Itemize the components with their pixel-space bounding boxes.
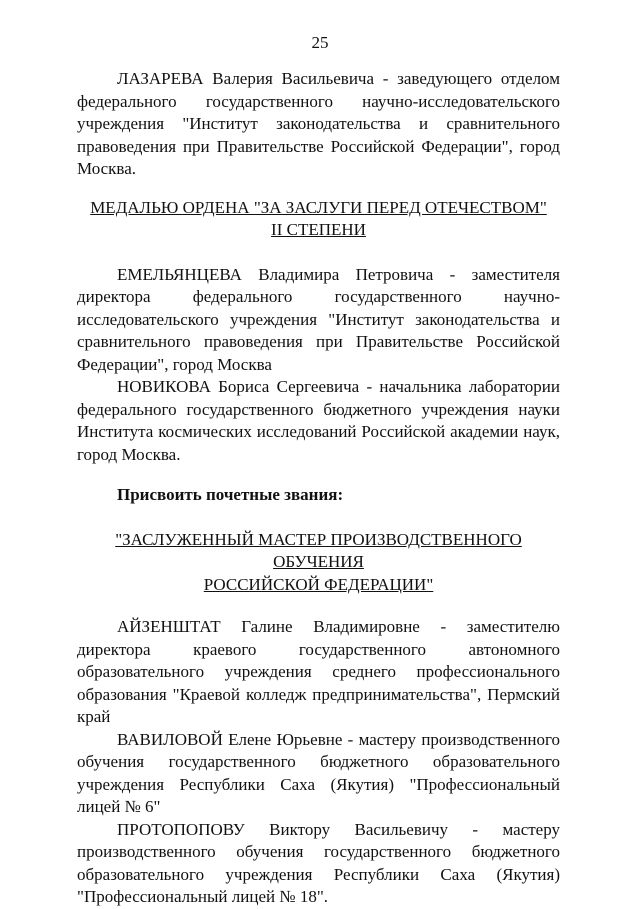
spacer: [77, 596, 560, 616]
entry-emelyantseva: ЕМЕЛЬЯНЦЕВА Владимира Петровича - заместителя директора федерального государственного научно-исследовательского учреждения "Институт законодательства и сравнительного правоведения при Правительстве Российской Федерации", город Москва: [77, 264, 560, 374]
entry-protopopov: ПРОТОПОПОВУ Виктору Васильевичу - мастеру производственного обучения государственного бюджетного образовательного учреждения Республики Саха (Якутия) "Профессиональный лицей № 18".: [77, 819, 560, 906]
spacer: [77, 466, 560, 484]
honored-heading-line2: РОССИЙСКОЙ ФЕДЕРАЦИИ": [203, 574, 434, 594]
medal-heading-line1: МЕДАЛЬЮ ОРДЕНА "ЗА ЗАСЛУГИ ПЕРЕД ОТЕЧЕСТВОМ": [90, 197, 547, 217]
entry-aizenshtat: АЙЗЕНШТАТ Галине Владимировне - заместителю директора краевого государственного автономного образовательного учреждения среднего профессионального образования "Краевой колледж предпринимательства", Пермский край: [77, 617, 560, 726]
assign-titles-heading: Присвоить почетные звания:: [117, 485, 344, 504]
page-number: 25: [311, 33, 329, 52]
entry-novikova: НОВИКОВА Бориса Сергеевича - начальника лаборатории федерального государственного бюджетного учреждения науки Института космических исследований Российской академии наук, город Москва.: [77, 377, 560, 464]
entry-lazareva: ЛАЗАРЕВА Валерия Васильевича - заведующего отделом федерального государственного научно-исследовательского учреждения "Институт законодательства и сравнительного правоведения при Правительстве Российской Федерации", город Москва.: [77, 69, 560, 178]
spacer: [77, 507, 560, 529]
spacer: [77, 181, 560, 197]
honored-heading-line1: "ЗАСЛУЖЕННЫЙ МАСТЕР ПРОИЗВОДСТВЕННОГО ОБУЧЕНИЯ: [115, 529, 522, 571]
entry-vavilova: ВАВИЛОВОЙ Елене Юрьевне - мастеру производственного обучения государственного бюджетного образовательного учреждения Республики Саха (Якутия) "Профессиональный лицей № 6": [77, 729, 560, 816]
spacer: [77, 242, 560, 264]
document-body: [77, 68, 560, 909]
medal-heading-line2: II СТЕПЕНИ: [271, 220, 366, 239]
